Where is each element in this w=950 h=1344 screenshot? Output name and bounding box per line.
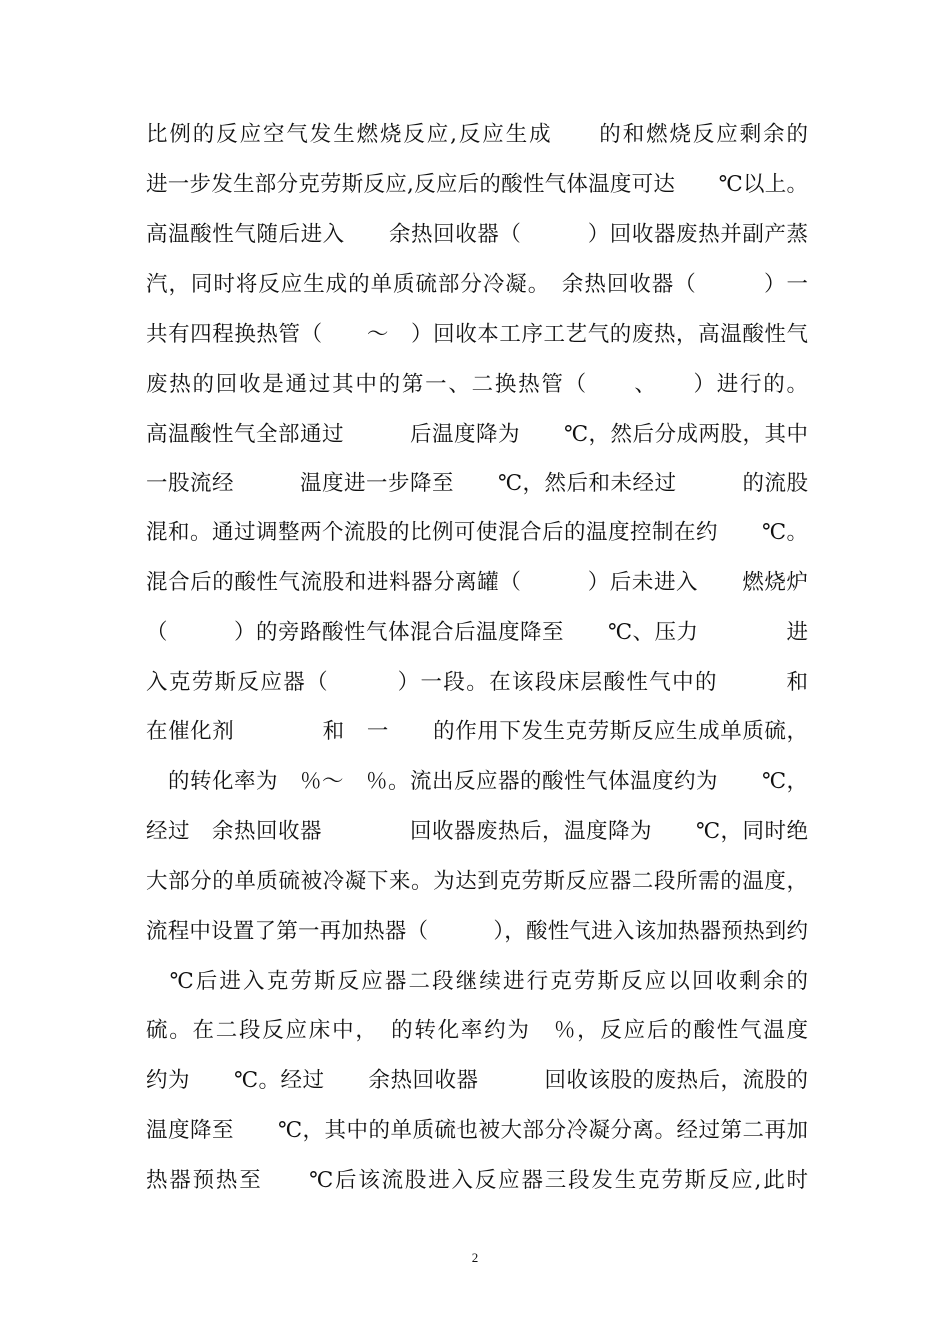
text-line-22: 热器预热至 ℃后该流股进入反应器三段发生克劳斯反应,此时: [146, 1168, 808, 1193]
text-line-3: 高温酸性气随后进入 余热回收器（ ）回收器废热并副产蒸: [146, 222, 808, 247]
text-line-21: 温度降至 ℃，其中的单质硫也被大部分冷凝分离。经过第二再加: [146, 1118, 808, 1143]
text-line-6: 废热的回收是通过其中的第一、二换热管（ 、 ）进行的。: [146, 372, 808, 397]
text-line-8: 一股流经 温度进一步降至 ℃，然后和未经过 的流股: [146, 471, 808, 496]
text-line-12: 入克劳斯反应器（ ）一段。在该段床层酸性气中的 和: [146, 670, 808, 695]
text-line-2: 进一步发生部分克劳斯反应,反应后的酸性气体温度可达 ℃以上。: [146, 172, 808, 197]
page-number: 2: [471, 1250, 479, 1265]
text-line-5: 共有四程换热管（ ～ ）回收本工序工艺气的废热，高温酸性气: [146, 322, 808, 347]
text-line-11: （ ）的旁路酸性气体混合后温度降至 ℃、压力 进: [146, 620, 808, 645]
text-line-15: 经过 余热回收器 回收器废热后，温度降为 ℃，同时绝: [146, 819, 808, 844]
text-line-14: 的转化率为 ％～ ％。流出反应器的酸性气体温度约为 ℃，: [146, 769, 808, 794]
text-line-10: 混合后的酸性气流股和进料器分离罐（ ）后未进入 燃烧炉: [146, 570, 808, 595]
text-line-17: 流程中设置了第一再加热器（ ），酸性气进入该加热器预热到约: [146, 919, 808, 944]
text-line-18: ℃后进入克劳斯反应器二段继续进行克劳斯反应以回收剩余的: [146, 969, 808, 994]
text-line-20: 约为 ℃。经过 余热回收器 回收该股的废热后，流股的: [146, 1068, 808, 1093]
text-line-13: 在催化剂 和 一 的作用下发生克劳斯反应生成单质硫，: [146, 719, 808, 744]
text-line-19: 硫。在二段反应床中， 的转化率约为 ％，反应后的酸性气温度: [146, 1018, 808, 1043]
text-line-16: 大部分的单质硫被冷凝下来。为达到克劳斯反应器二段所需的温度，: [146, 869, 808, 894]
text-line-4: 汽，同时将反应生成的单质硫部分冷凝。 余热回收器（ ）一: [146, 272, 808, 297]
text-line-1: 比例的反应空气发生燃烧反应,反应生成 的和燃烧反应剩余的: [146, 122, 808, 147]
text-line-7: 高温酸性气全部通过 后温度降为 ℃，然后分成两股，其中: [146, 422, 808, 447]
text-line-9: 混和。通过调整两个流股的比例可使混合后的温度控制在约 ℃。: [146, 520, 808, 545]
